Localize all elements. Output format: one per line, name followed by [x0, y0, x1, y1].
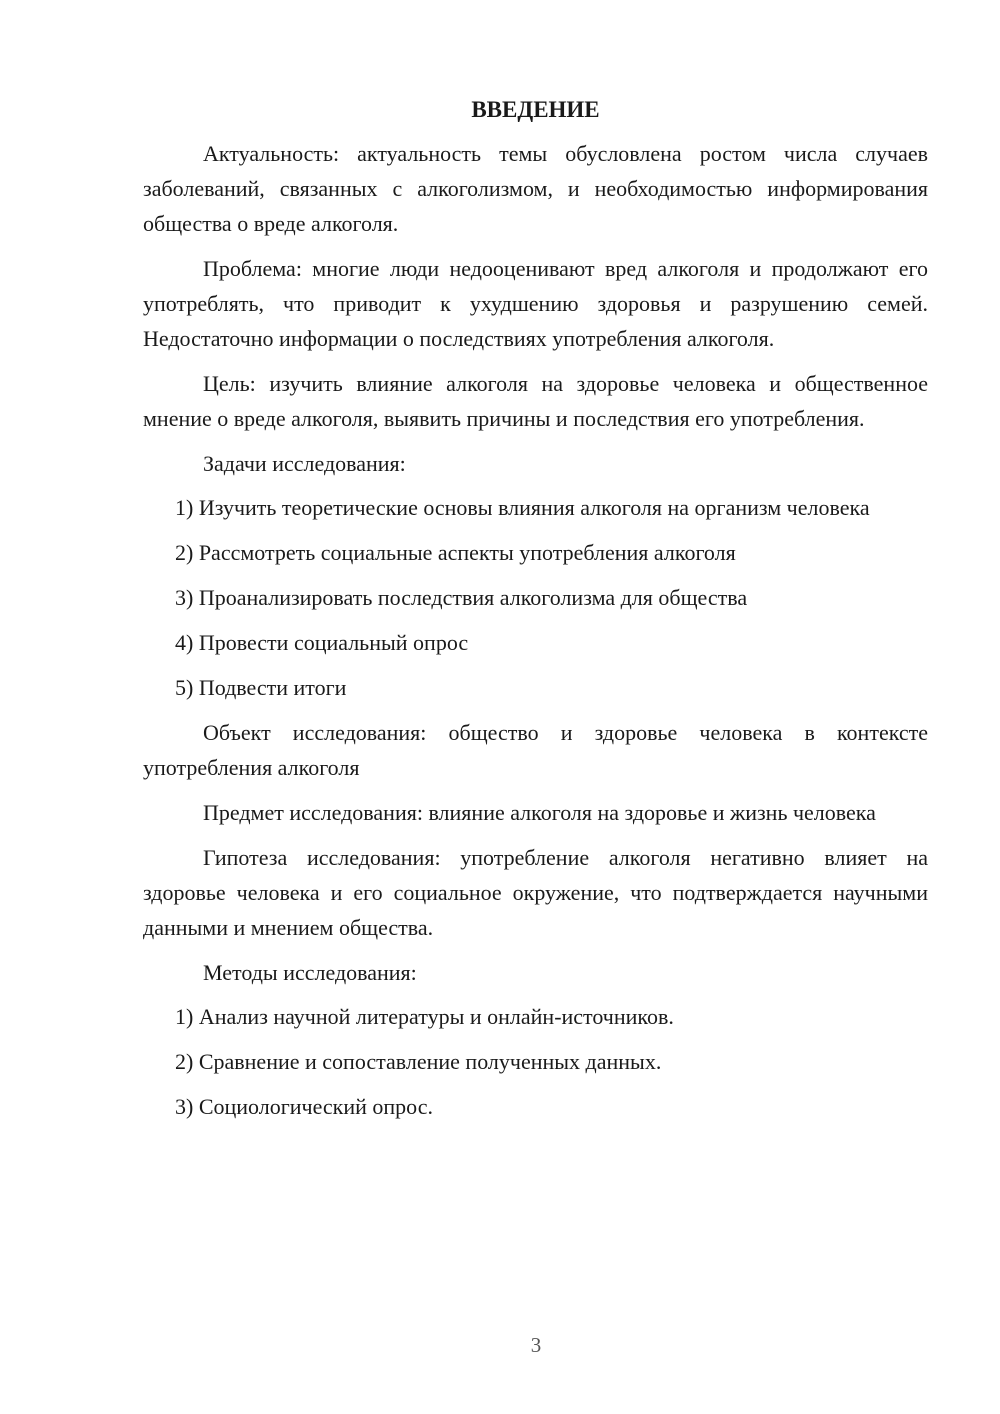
relevance-paragraph: Актуальность: актуальность темы обусловлена ростом числа случаев заболеваний, связанных с алкоголизмом, и необходимостью информирования общества о вреде алкоголя.	[143, 141, 928, 236]
methods-heading: Методы исследования:	[203, 960, 417, 985]
method-item: 2) Сравнение и сопоставление полученных данных.	[175, 1049, 662, 1074]
page-number: 3	[530, 1333, 542, 1357]
hypothesis-paragraph: Гипотеза исследования: употребление алкоголя негативно влияет на здоровье человека и его социальное окружение, что подтверждается научными данными и мнением общества.	[143, 845, 928, 940]
task-item: 2) Рассмотреть социальные аспекты употребления алкоголя	[175, 540, 736, 565]
tasks-heading: Задачи исследования:	[203, 451, 406, 476]
page-title: ВВЕДЕНИЕ	[471, 97, 600, 122]
method-item: 3) Социологический опрос.	[175, 1094, 433, 1119]
task-item: 1) Изучить теоретические основы влияния алкоголя на организм человека	[175, 495, 870, 520]
goal-paragraph: Цель: изучить влияние алкоголя на здоровье человека и общественное мнение о вреде алкоголя, выявить причины и последствия его употребления.	[143, 371, 928, 431]
problem-paragraph: Проблема: многие люди недооценивают вред алкоголя и продолжают его употреблять, что приводит к ухудшению здоровья и разрушению семей. Недостаточно информации о последствиях употребления алкоголя.	[143, 256, 928, 351]
object-paragraph: Объект исследования: общество и здоровье человека в контексте употребления алкоголя	[143, 720, 928, 780]
page-content	[143, 94, 928, 1134]
task-item: 4) Провести социальный опрос	[175, 630, 469, 655]
method-item: 1) Анализ научной литературы и онлайн-источников.	[175, 1004, 674, 1029]
task-item: 3) Проанализировать последствия алкоголизма для общества	[175, 585, 748, 610]
task-item: 5) Подвести итоги	[175, 675, 347, 700]
subject-paragraph: Предмет исследования: влияние алкоголя на здоровье и жизнь человека	[203, 800, 876, 825]
